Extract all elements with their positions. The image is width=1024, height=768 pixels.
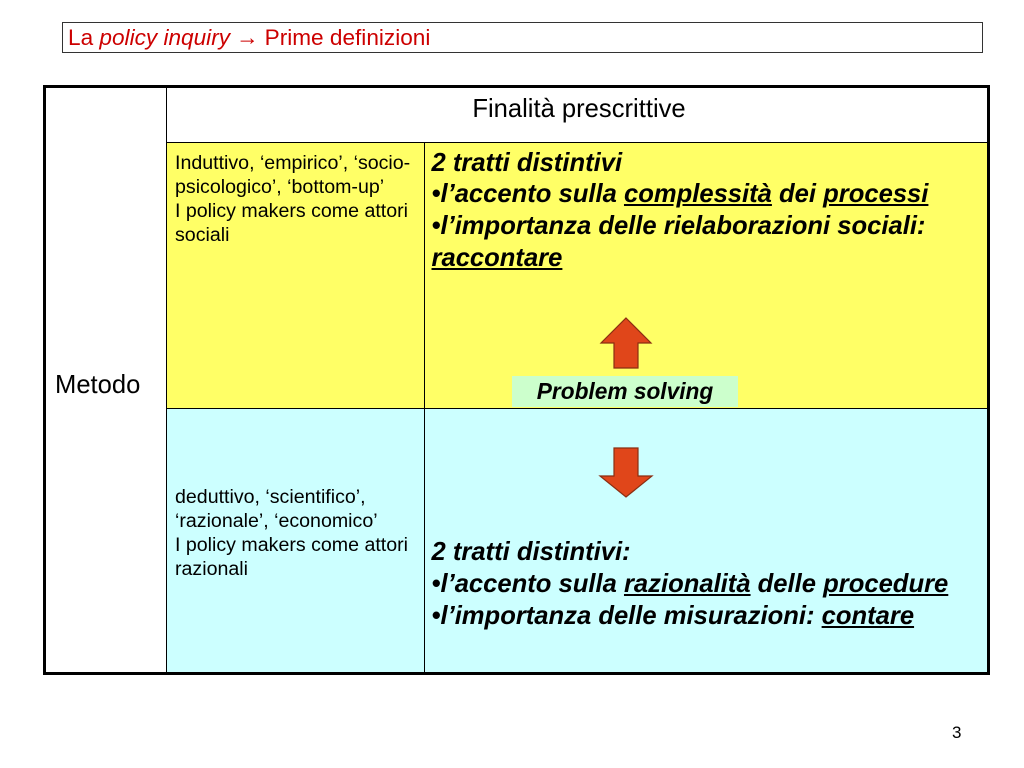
column-header-cell — [167, 88, 987, 143]
row-header-label: Metodo — [55, 371, 141, 399]
deductive-method-cell — [167, 408, 424, 672]
row-header-cell — [46, 88, 167, 672]
method-description — [175, 151, 421, 247]
method-actors: I policy makers come attori razionali — [175, 534, 409, 580]
title-suffix: Prime definizioni — [264, 25, 431, 50]
keyword: contare — [821, 601, 915, 630]
arrow-down-icon — [598, 446, 654, 500]
trait-bullet — [432, 569, 982, 601]
bullet-text: l’accento sulla — [440, 180, 624, 209]
bullet-text: delle — [750, 569, 824, 598]
page-number: 3 — [952, 723, 962, 742]
title-prefix: La — [68, 25, 100, 50]
trait-bullet — [432, 179, 982, 211]
bullet-marker: • — [431, 212, 441, 241]
bullet-text: dei — [771, 180, 824, 209]
bullet-text: l’accento sulla — [440, 569, 624, 598]
method-description — [175, 485, 421, 581]
keyword: procedure — [823, 569, 949, 598]
traits-list — [432, 537, 982, 632]
inductive-traits-cell — [424, 143, 987, 408]
arrow-up-shape — [601, 318, 651, 368]
keyword: raccontare — [431, 243, 563, 272]
problem-solving-label: Problem solving — [512, 376, 738, 407]
method-approach: deduttivo, ‘scientifico’, ‘razionale’, ‘economico’ — [175, 486, 378, 532]
bullet-text: l’importanza delle misurazioni: — [440, 601, 822, 630]
traits-heading: 2 tratti distintivi — [431, 148, 623, 177]
column-header-label: Finalità prescrittive — [472, 94, 686, 123]
keyword: razionalità — [623, 569, 751, 598]
trait-bullet — [432, 601, 982, 633]
bullet-marker: • — [431, 180, 441, 209]
method-actors: I policy makers come attori sociali — [175, 199, 409, 246]
arrow-down-shape — [600, 448, 652, 497]
keyword: complessità — [623, 180, 772, 209]
bullet-text: l’importanza delle rielaborazioni sociali: — [440, 212, 926, 241]
slide-title — [62, 22, 983, 53]
bullet-marker: • — [431, 601, 441, 630]
deductive-traits-cell — [424, 408, 987, 672]
inductive-method-cell — [167, 143, 424, 408]
method-approach: Induttivo, ‘empirico’, ‘socio-psicologico’, ‘bottom-up’ — [175, 151, 411, 198]
keyword: processi — [823, 180, 929, 209]
bullet-marker: • — [431, 569, 441, 598]
trait-bullet — [432, 211, 982, 274]
right-arrow-icon: → — [236, 25, 259, 50]
arrow-up-icon — [598, 316, 654, 370]
traits-list — [432, 148, 982, 275]
title-emphasis: policy inquiry — [99, 25, 231, 50]
traits-heading: 2 tratti distintivi: — [431, 538, 631, 567]
